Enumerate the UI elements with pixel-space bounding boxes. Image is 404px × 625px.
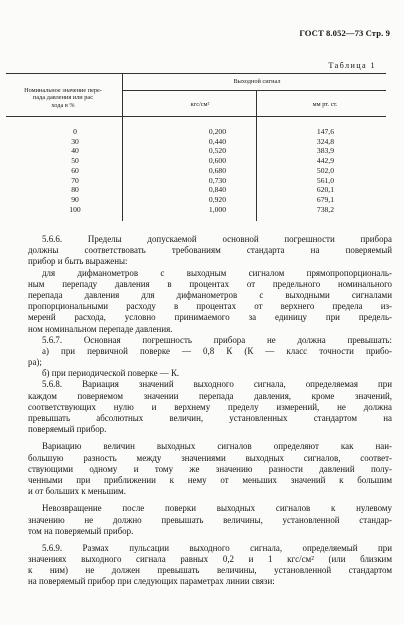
cell-mmhg: 679,1	[316, 194, 334, 204]
paragraph	[28, 503, 392, 537]
cell-kgf: 1,000	[208, 204, 226, 214]
cell-nominal: 80	[71, 185, 79, 195]
paragraph	[28, 234, 392, 268]
cell-mmhg: 561,0	[316, 175, 334, 185]
cell-kgf: 0,680	[208, 165, 226, 175]
text-line: значениях выходного сигнала равных 0,2 и 1 кгс/см² (или близким	[28, 554, 392, 565]
column-divider-1	[122, 73, 123, 221]
column-header-kgf: кгс/см²	[190, 101, 210, 108]
text-line: 5.6.6. Пределы допускаемой основной погрешности прибора	[42, 234, 392, 244]
cell-mmhg: 324,8	[316, 136, 334, 146]
paragraph	[28, 379, 392, 435]
text-line: том на поверяемый прибор.	[28, 525, 134, 536]
cell-mmhg: 442,9	[316, 156, 334, 166]
paragraph	[28, 335, 392, 380]
text-line: ствующими одному и тому же значению разности давлений полу-	[28, 463, 392, 474]
cell-mmhg: 383,9	[316, 146, 334, 156]
cell-nominal: 40	[71, 146, 79, 156]
text-line: значению не должно превышать величины, установленной стандар-	[28, 514, 392, 525]
text-line: и от больших к меньшим.	[28, 486, 126, 497]
cell-mmhg: 502,0	[316, 165, 334, 175]
header-bottom-rule	[6, 116, 386, 117]
text-line: 5.6.9. Размах пульсации выходного сигнала, определяемый при	[42, 542, 392, 553]
text-line: ченными при приближении к нему от меньших значений к большим	[28, 474, 392, 485]
text-line: соответствующих нулю и верхнему пределу измерений, не должна	[28, 401, 392, 412]
cell-nominal: 70	[71, 175, 79, 185]
body-text	[28, 234, 392, 588]
cell-kgf: 0,840	[208, 185, 226, 195]
table-top-rule	[6, 73, 386, 74]
cell-nominal: 30	[71, 136, 79, 146]
text-line: большую разность между значениями выходных сигналов, соответ-	[28, 452, 392, 463]
cell-kgf: 0,520	[208, 146, 226, 156]
cell-nominal: 0	[73, 127, 77, 136]
text-line: для дифманометров с выходным сигналом прямопропорциональ-	[42, 267, 392, 278]
text-line: ном номинальном перепаде давления.	[28, 323, 173, 334]
text-line: перепада давления для дифманометров с выходными сигналами	[28, 289, 392, 300]
cell-nominal: 100	[69, 204, 81, 214]
text-line: ра);	[28, 357, 42, 368]
column-group-header: Выходной сигнал	[233, 78, 281, 85]
cell-kgf: 0,440	[208, 136, 226, 146]
column-header-nominal: Номинальное значение пере- пада давления или рас хода в %	[24, 87, 102, 109]
group-header-rule	[122, 90, 386, 91]
text-line: б) при периодической поверке — К.	[42, 368, 180, 379]
text-line: пропорциональными расходу в процентах от верхнего предела из-	[28, 301, 392, 312]
text-line: меренй расхода, условно принимаемого за единицу при предель-	[28, 312, 392, 323]
text-line: к ним) не должен превышать величины, установленной стандартом	[28, 565, 392, 576]
text-line: ным перепаду давления в процентах от предельного номинального	[28, 278, 392, 289]
table-caption: Таблица 1	[328, 61, 376, 70]
text-line: каждом поверяемом значении перепада давления, кроме значений,	[28, 390, 392, 401]
column-header-mmhg: мм рт. ст.	[312, 101, 338, 108]
cell-kgf: 0,600	[208, 156, 226, 166]
text-line: прибор и быть выражены:	[28, 256, 128, 267]
cell-mmhg: 147,6	[316, 127, 334, 136]
text-line: а) при первичной поверке — 0,8 К (К — класс точности прибо-	[42, 345, 392, 356]
cell-kgf: 0,730	[208, 175, 226, 185]
cell-nominal: 50	[71, 156, 79, 166]
cell-nominal: 90	[71, 194, 79, 204]
paragraph	[28, 268, 392, 335]
text-line: 5.6.8. Вариация значений выходного сигнала, определяемая при	[42, 379, 392, 390]
cell-kgf: 0,920	[208, 194, 226, 204]
text-line: должны соответствовать требованиям стандарта на поверяемый	[28, 245, 392, 256]
column-divider-2	[256, 90, 257, 221]
text-line: Вариацию величин выходных сигналов определяют как наи-	[42, 441, 392, 452]
cell-nominal: 60	[71, 165, 79, 175]
text-line: поверяемый прибор.	[28, 424, 107, 435]
cell-mmhg: 620,1	[316, 185, 334, 195]
text-line: 5.6.7. Основная погрешность прибора не должна превышать:	[42, 334, 392, 345]
cell-mmhg: 738,2	[316, 204, 334, 214]
cell-kgf: 0,200	[208, 127, 226, 136]
text-line: превышать абсолютных величин, установленных стандартом на	[28, 413, 392, 423]
text-line: на поверяемый прибор при следующих параметрах линии связи:	[28, 576, 275, 587]
text-line: Невозвращение после поверки выходных сигналов к нулевому	[42, 503, 392, 514]
page-header: ГОСТ 8.052—73 Стр. 9	[299, 28, 390, 38]
paragraph	[28, 441, 392, 497]
paragraph	[28, 543, 392, 588]
